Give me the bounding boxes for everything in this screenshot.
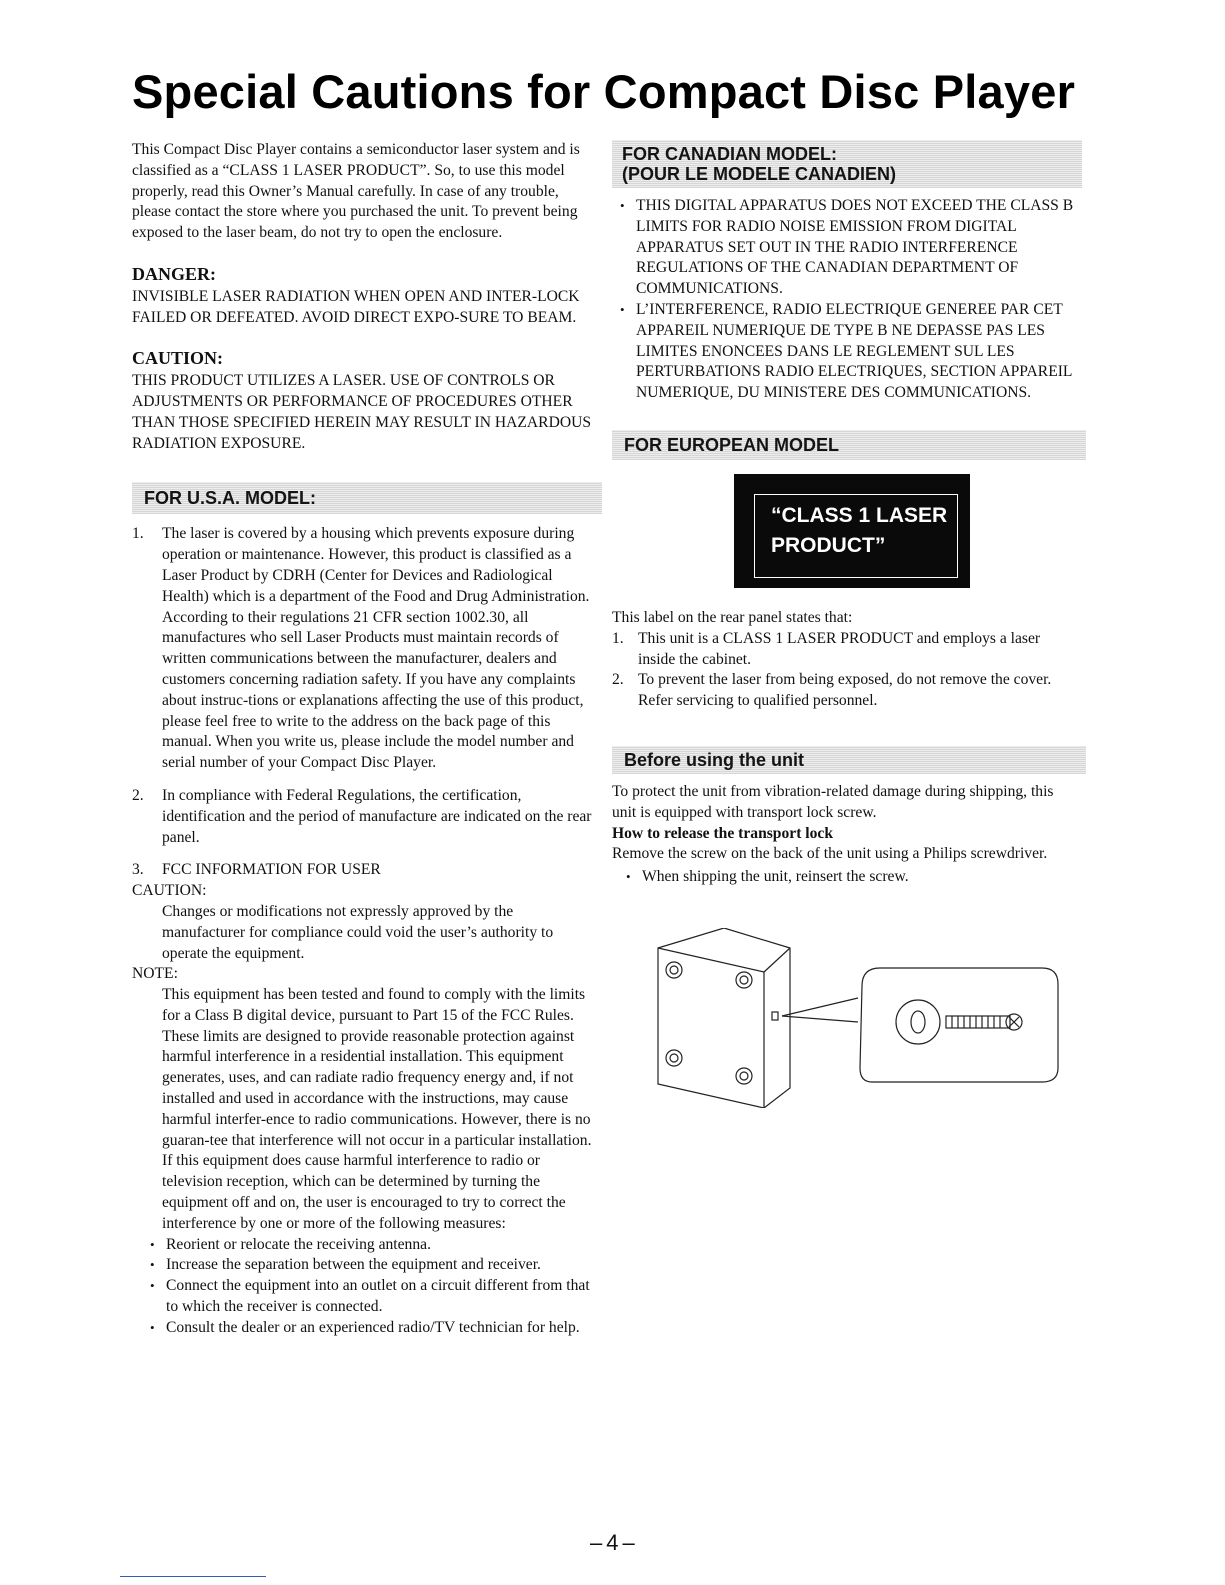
- list-item: • L’INTERFERENCE, RADIO ELECTRIQUE GENEREE PAR CET APPAREIL NUMERIQUE DE TYPE B NE DEPASSE PAS LES LIMITES ENONCEES DANS LE REGLEMENT SUL LES PERTURBATIONS RADIO ELECTRIQUES, SECTION APPAREIL NUMERIQUE, DU MINISTERE DES COMMUNICATIONS.: [620, 300, 1080, 404]
- transport-screw-illustration: [612, 928, 1080, 1108]
- label-statements: [612, 629, 1080, 712]
- list-item: • Connect the equipment into an outlet on a circuit different from that to which the receiver is connected.: [150, 1276, 592, 1318]
- list-item: • When shipping the unit, reinsert the screw.: [626, 867, 1080, 888]
- danger-heading: DANGER:: [132, 263, 216, 284]
- note-label: NOTE:: [132, 965, 178, 983]
- list-item: • Reorient or relocate the receiving antenna.: [150, 1235, 592, 1256]
- unit-back-drawing: [612, 928, 1072, 1108]
- item-number: 1.: [612, 629, 624, 647]
- left-column: [132, 140, 592, 1339]
- before-using-heading: Before using the unit: [612, 746, 1086, 774]
- before-text: To protect the unit from vibration-related damage during shipping, this unit is equipped with transport lock screw.: [612, 782, 1054, 821]
- list-item: • THIS DIGITAL APPARATUS DOES NOT EXCEED THE CLASS B LIMITS FOR RADIO NOISE EMISSION FROM DIGITAL APPARATUS SET OUT IN THE RADIO INTERFERENCE REGULATIONS OF THE CANADIAN DEPARTMENT OF COMMUNICATIONS.: [620, 196, 1080, 300]
- measures-list: [132, 1235, 592, 1339]
- release-list: [612, 867, 1080, 888]
- right-column: [612, 140, 1080, 1108]
- canadian-heading-line: FOR CANADIAN MODEL:: [622, 144, 837, 164]
- item-text: FCC INFORMATION FOR USER: [162, 861, 381, 879]
- list-item: [612, 629, 1080, 671]
- fcc-caution-label: CAUTION:: [132, 882, 207, 900]
- note-text: This equipment has been tested and found to comply with the limits for a Class B digital device, pursuant to Part 15 of the FCC Rules. These limits are designed to provide reasonable protection against harmful interference in a residential installation. This equipment generates, uses, and can radiate radio frequency energy and, if not installed and used in accordance with the instructions, may cause harmful interfer-ence to radio communications. However, there is no guaran-tee that interference will not occur in a particular installation. If this equipment does cause harmful interference to radio or television reception, which can be determined by turning the equipment off and on, the user is encouraged to try to correct the interference by one or more of the following measures:: [162, 986, 592, 1232]
- label-line: “CLASS 1 LASER: [771, 503, 948, 527]
- label-intro: This label on the rear panel states that:: [612, 608, 853, 626]
- list-item: [132, 860, 592, 881]
- list-item: [132, 786, 592, 848]
- european-model-heading: FOR EUROPEAN MODEL: [612, 430, 1086, 460]
- list-item: • Consult the dealer or an experienced radio/TV technician for help.: [150, 1318, 592, 1339]
- item-number: 2.: [132, 786, 144, 804]
- usa-list: [132, 524, 592, 881]
- canadian-model-heading: [612, 140, 1082, 188]
- usa-model-heading: FOR U.S.A. MODEL:: [132, 482, 602, 514]
- item-text: This unit is a CLASS 1 LASER PRODUCT and employs a laser inside the cabinet.: [638, 629, 1041, 668]
- intro-paragraph: This Compact Disc Player contains a semiconductor laser system and is classified as a “CLASS 1 LASER PRODUCT”. So, to use this model properly, read this Owner’s Manual carefully. In case of any trouble, please contact the store where you purchased the unit. To prevent being exposed to the laser beam, do not try to open the enclosure.: [132, 141, 580, 242]
- item-number: 2.: [612, 671, 624, 689]
- release-text: Remove the screw on the back of the unit using a Philips screwdriver.: [612, 845, 1048, 863]
- release-heading: How to release the transport lock: [612, 824, 834, 842]
- footer-rule: [120, 1576, 266, 1577]
- class1-laser-label: [734, 474, 970, 588]
- laser-label-text: [754, 494, 958, 578]
- fcc-caution-text: Changes or modifications not expressly approved by the manufacturer for compliance could void the user’s authority to operate the equipment.: [162, 902, 554, 962]
- item-number: 3.: [132, 861, 144, 879]
- item-text: The laser is covered by a housing which prevents exposure during operation or maintenance. However, this product is classified as a Laser Product by CDRH (Center for Devices and Radiological Health) which is a department of the Food and Drug Administration. According to their regulations 21 CFR section 1002.30, all manufactures who sell Laser Products must maintain records of written communications between the manufacturer, dealers and customers concerning radiation safety. If you have any complaints about instruc-tions or explanations affecting the use of this product, please feel free to write to the address on the back page of this manual. When you write us, please include the model number and serial number of your Compact Disc Player.: [162, 525, 590, 772]
- item-number: 1.: [132, 525, 144, 543]
- page-number: –4–: [590, 1530, 639, 1555]
- page-title: Special Cautions for Compact Disc Player: [132, 65, 1076, 118]
- caution-heading: CAUTION:: [132, 348, 224, 369]
- item-text: To prevent the laser from being exposed, do not remove the cover. Refer servicing to qualified personnel.: [638, 671, 1052, 710]
- canadian-list: [612, 196, 1080, 404]
- list-item: [132, 524, 592, 774]
- canadian-heading-line: (POUR LE MODELE CANADIEN): [622, 164, 896, 184]
- item-text: In compliance with Federal Regulations, the certification, identification and the period of manufacture are indicated on the rear panel.: [162, 786, 592, 846]
- danger-text: INVISIBLE LASER RADIATION WHEN OPEN AND INTER-LOCK FAILED OR DEFEATED. AVOID DIRECT EXPO-SURE TO BEAM.: [132, 287, 580, 326]
- list-item: • Increase the separation between the equipment and receiver.: [150, 1255, 592, 1276]
- caution-text: THIS PRODUCT UTILIZES A LASER. USE OF CONTROLS OR ADJUSTMENTS OR PERFORMANCE OF PROCEDURES OTHER THAN THOSE SPECIFIED HEREIN MAY RESULT IN HAZARDOUS RADIATION EXPOSURE.: [132, 372, 592, 452]
- label-line: PRODUCT”: [771, 533, 886, 557]
- list-item: [612, 670, 1080, 712]
